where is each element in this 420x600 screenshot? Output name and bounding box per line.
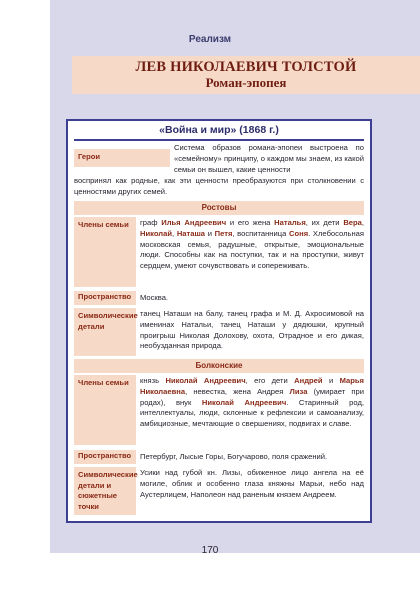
heroes-text-b: воспринял как родные, как эти ценности преобразуются при столкновении с ценностями других семей. [74, 176, 364, 196]
heroes-row [74, 143, 364, 201]
bolkonskie-members-label: Члены семьи [74, 375, 136, 445]
running-head: Реализм [188, 34, 232, 45]
rostovy-members-row [74, 217, 364, 287]
section-rostovy: Ростовы [74, 201, 364, 215]
author-title: ЛЕВ НИКОЛАЕВИЧ ТОЛСТОЙ [135, 59, 357, 75]
bolkonskie-space-row [74, 450, 364, 464]
rostovy-symbols-label: Символические детали [74, 308, 136, 356]
page-number: 170 [201, 545, 219, 556]
bolkonskie-symbols-text: Усики над губой кн. Лизы, обиженное лицо ангела на её могиле, облик и особенно глаза княжны Марьи, небо над Аустерлицем, Наполеон над раненым князем Андреем. [140, 468, 364, 499]
genre-subtitle: Роман-эпопея [205, 75, 287, 90]
rostovy-symbols-text: танец Наташи на балу, танец графа и М. Д. Ахросимовой на именинах Натальи, танец Наташи у дядюшки, крупный проигрыш Николая Долохову, охота, Отрадное и его дикая, необузданная природа. [140, 309, 364, 351]
panel-title-rule [74, 139, 364, 141]
title-banner [72, 56, 420, 94]
bolkonskie-members-text: князь Николай Андреевич, его дети Андрей и Марья Николаевна, невестка, жена Андрея Лиза (умирает при родах), внук Николай Андреевич. Старинный род, интеллектуалы, люди, склонные к рефлексии и самоанализу, амбициозные, мечтающие о свершениях, подвигах и славе. [140, 376, 364, 429]
rostovy-space-row [74, 291, 364, 305]
rostovy-space-text: Москва. [140, 293, 169, 302]
bolkonskie-space-label: Пространство [74, 450, 136, 464]
section-bolkonskie: Болконские [74, 359, 364, 373]
rostovy-symbols-row [74, 308, 364, 356]
rostovy-members-label: Члены семьи [74, 217, 136, 287]
bolkonskie-members-row [74, 375, 364, 445]
heroes-label: Герои [74, 149, 170, 167]
heroes-text-a: Система образов романа-эпопеи выстроена по «семейному» принципу, о каждом мы знаем, из какой семьи он вышел, какие ценности [174, 143, 364, 174]
page-margin [0, 0, 50, 553]
rostovy-space-label: Пространство [74, 291, 136, 305]
rostovy-members-text: граф Илья Андреевич и его жена Наталья, их дети Вера, Николай, Наташа и Петя, воспитанница Соня. Хлебосольная московская семья, радушные, открытые, эмоциональные люди. Способны как на поступки, так и на проступки, живут сердцем, умеют сочувствовать и сопереживать. [140, 218, 365, 271]
content-panel [66, 119, 372, 523]
bolkonskie-symbols-row [74, 467, 364, 515]
panel-title: «Война и мир» (1868 г.) [159, 124, 279, 136]
bolkonskie-symbols-label: Символические детали и сюжетные точки [74, 467, 136, 515]
bolkonskie-space-text: Петербург, Лысые Горы, Богучарово, поля сражений. [140, 452, 328, 461]
